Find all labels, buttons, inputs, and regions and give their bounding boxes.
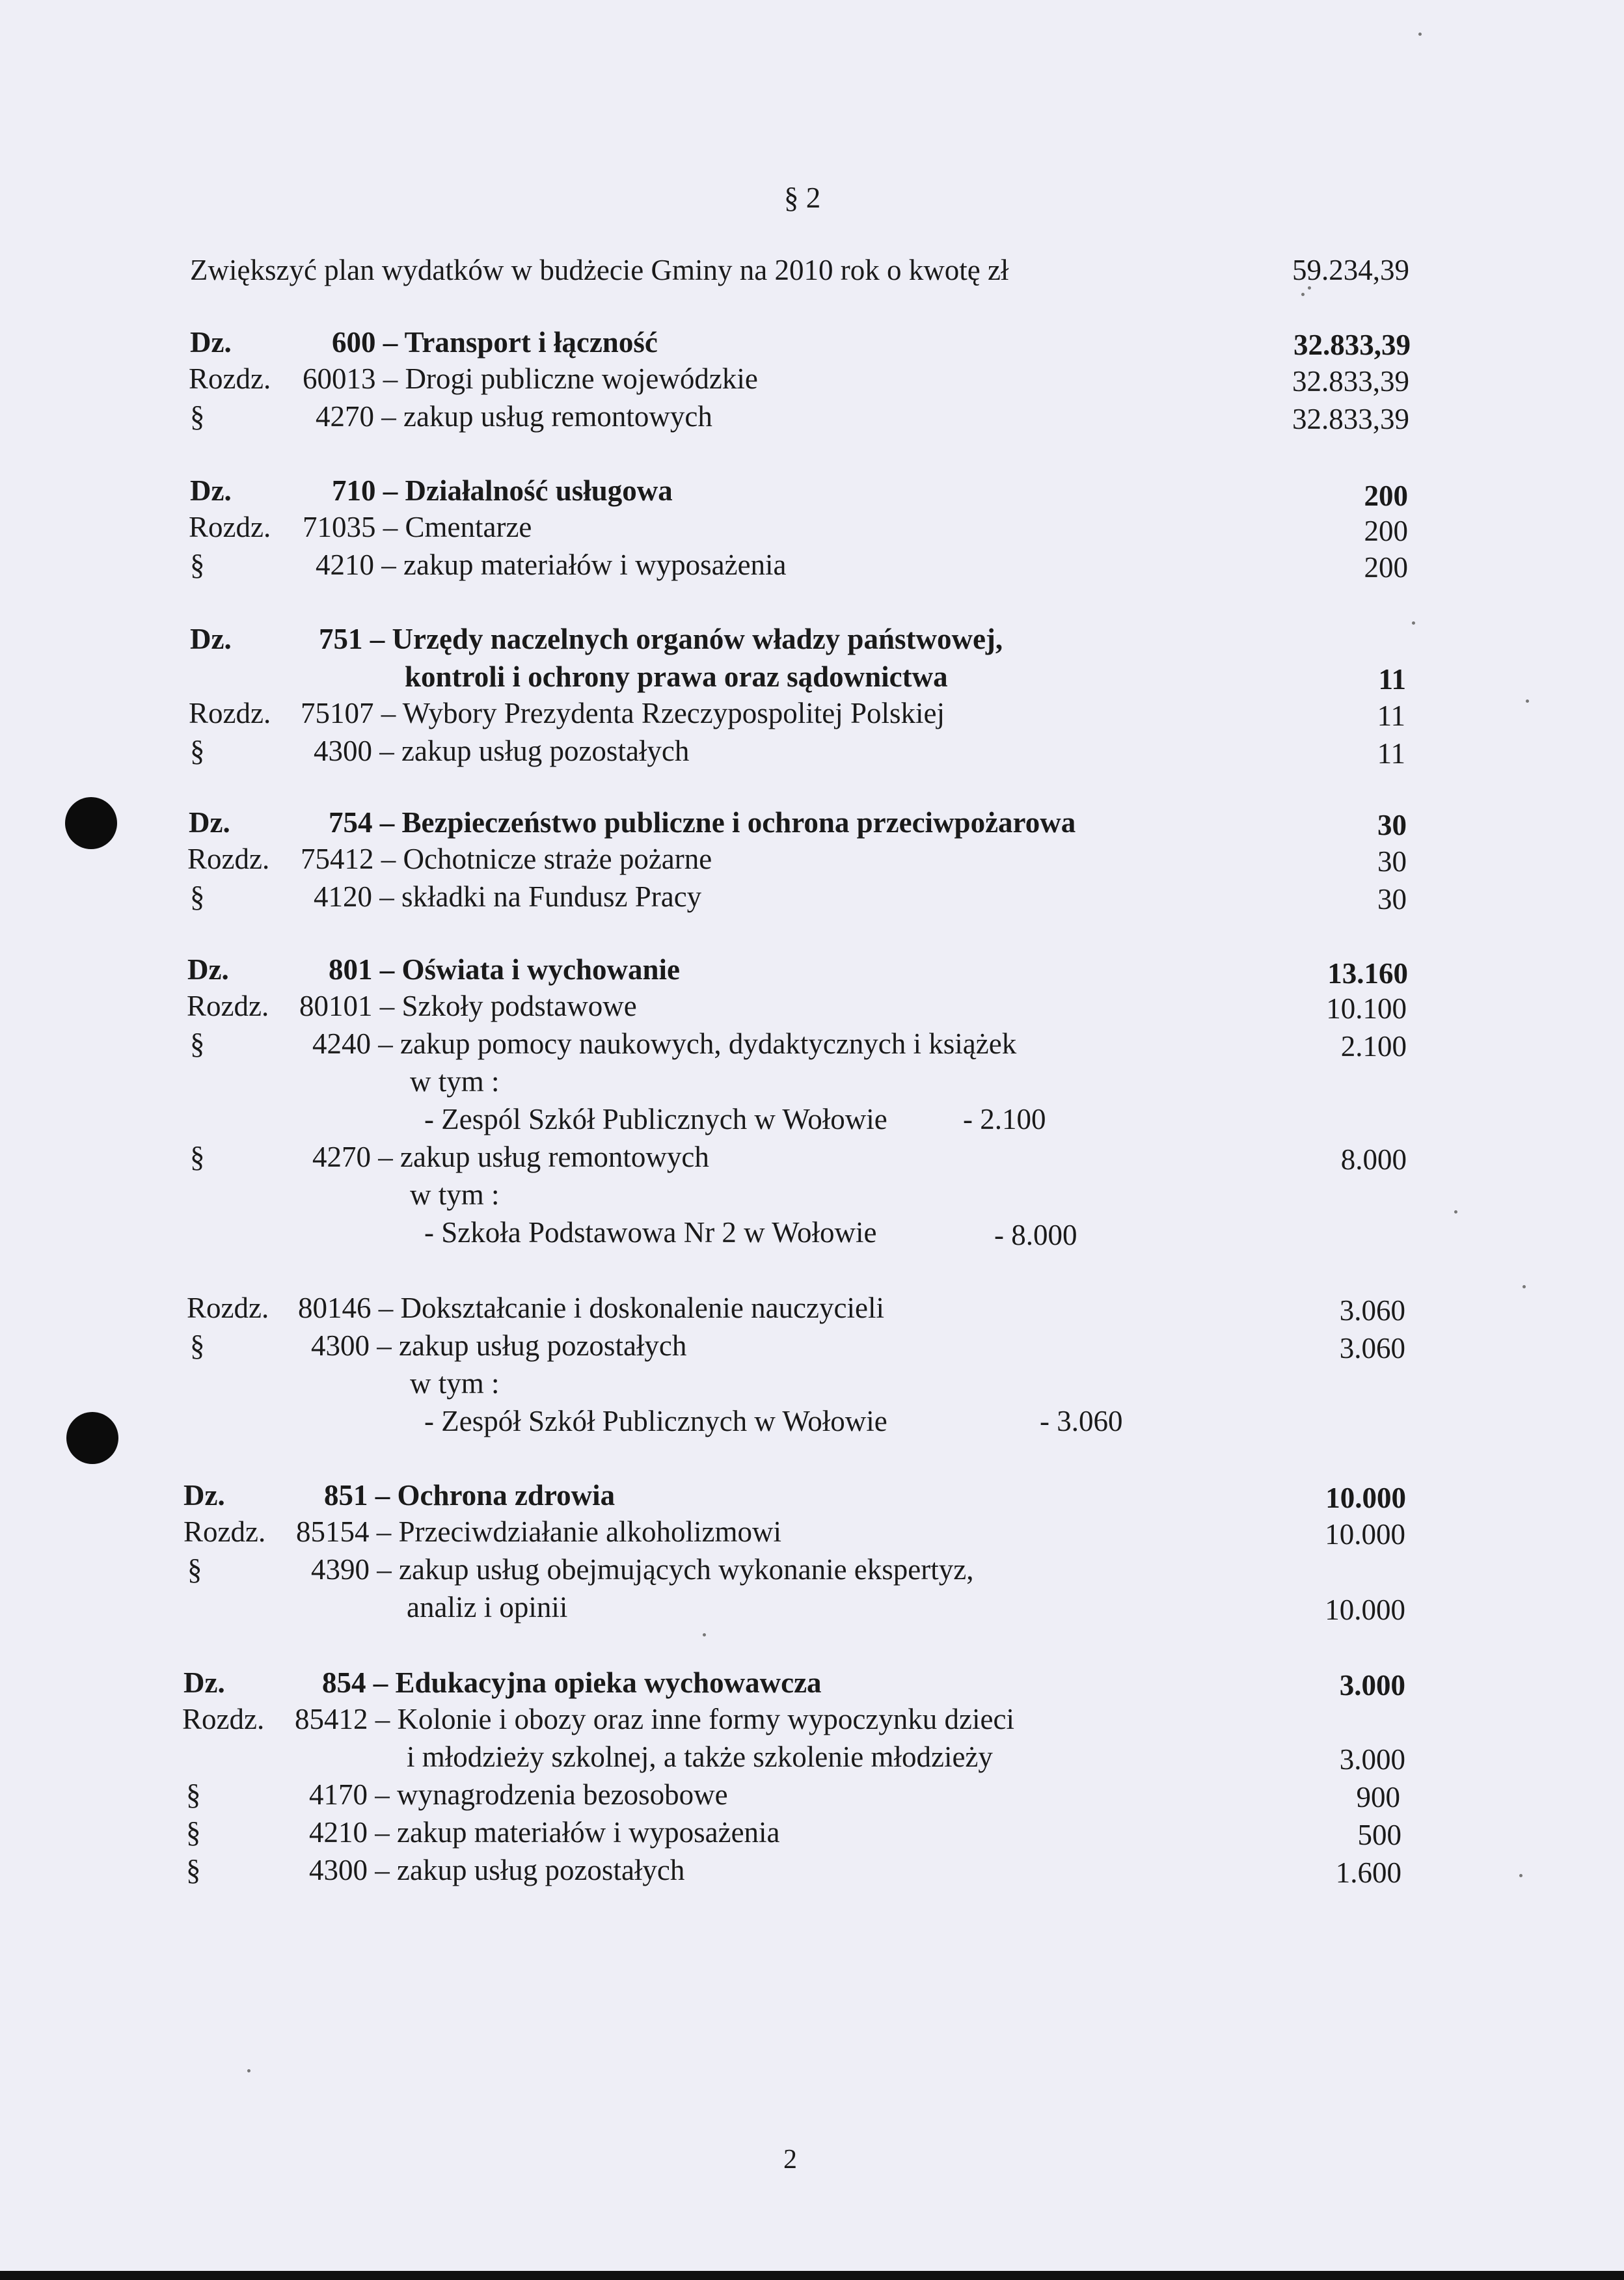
dz-title: 751 – Urzędy naczelnych organów władzy państwowej,	[319, 623, 1003, 655]
rozdz-amount: 200	[1364, 515, 1408, 547]
paragraph-sign: §	[186, 1854, 201, 1886]
rozdz-title: 60013 – Drogi publiczne wojewódzkie	[303, 362, 758, 395]
paragraph-title: 4270 – zakup usług remontowych	[316, 400, 712, 433]
page-number: 2	[783, 2145, 797, 2175]
rozdz-title: 71035 – Cmentarze	[303, 511, 532, 543]
paragraph-sign: §	[190, 549, 205, 581]
scan-speck	[1526, 699, 1529, 703]
paragraph-title: 4300 – zakup usług pozostałych	[309, 1854, 685, 1886]
rozdz-amount: 3.000	[1339, 1743, 1405, 1776]
rozdz-label: Rozdz.	[187, 1292, 269, 1324]
detail-amount: - 3.060	[1040, 1405, 1123, 1437]
detail-entity: - Zespół Szkół Publicznych w Wołowie	[424, 1405, 887, 1437]
paragraph-sign: §	[186, 1816, 201, 1849]
scan-speck	[1412, 621, 1415, 625]
detail-amount: - 2.100	[963, 1103, 1046, 1135]
rozdz-label: Rozdz.	[189, 511, 271, 543]
rozdz-label: Rozdz.	[187, 843, 270, 875]
dz-amount: 11	[1378, 663, 1406, 696]
dz-label: Dz.	[190, 623, 232, 655]
dz-title-line2: kontroli i ochrony prawa oraz sądownictwa	[405, 660, 948, 693]
dz-title: 600 – Transport i łączność	[332, 326, 658, 359]
scan-speck	[247, 2069, 250, 2072]
dz-title: 754 – Bezpieczeństwo publiczne i ochrona przeciwpożarowa	[329, 806, 1076, 839]
paragraph-amount: 11	[1377, 737, 1405, 770]
w-tym-label: w tym :	[410, 1065, 500, 1098]
dz-amount: 13.160	[1327, 957, 1408, 990]
detail-entity: - Zespól Szkół Publicznych w Wołowie	[424, 1103, 887, 1135]
paragraph-amount: 32.833,39	[1292, 403, 1409, 435]
paragraph-title: 4210 – zakup materiałów i wyposażenia	[316, 549, 787, 581]
paragraph-sign: §	[187, 1553, 202, 1586]
rozdz-label: Rozdz.	[189, 362, 271, 395]
paragraph-title: 4300 – zakup usług pozostałych	[311, 1329, 687, 1362]
paragraph-sign: §	[190, 735, 205, 767]
paragraph-sign: §	[190, 400, 205, 433]
header-text: Zwiększyć plan wydatków w budżecie Gminy na 2010 rok o kwotę zł	[190, 254, 1009, 286]
paragraph-sign: §	[186, 1778, 201, 1811]
w-tym-label: w tym :	[410, 1367, 500, 1400]
scan-speck	[1454, 1210, 1457, 1214]
paragraph-sign: §	[190, 1027, 205, 1060]
dz-title: 710 – Działalność usługowa	[332, 474, 673, 507]
paragraph-sign: §	[190, 880, 205, 913]
rozdz-label: Rozdz.	[182, 1703, 265, 1735]
dz-label: Dz.	[190, 326, 232, 359]
scan-speck	[1418, 33, 1422, 36]
dz-title: 854 – Edukacyjna opieka wychowawcza	[322, 1666, 822, 1699]
rozdz-title: 85412 – Kolonie i obozy oraz inne formy wypoczynku dzieci	[295, 1703, 1014, 1735]
paragraph-sign: §	[190, 1141, 205, 1173]
detail-entity: - Szkoła Podstawowa Nr 2 w Wołowie	[424, 1216, 877, 1249]
paragraph-title-line2: analiz i opinii	[407, 1591, 568, 1623]
dz-title: 801 – Oświata i wychowanie	[329, 953, 680, 986]
rozdz-label: Rozdz.	[189, 697, 271, 729]
dz-amount: 32.833,39	[1293, 329, 1411, 361]
scan-speck	[1308, 286, 1311, 290]
rozdz-title: 80101 – Szkoły podstawowe	[299, 990, 637, 1022]
scan-speck	[1519, 1874, 1522, 1877]
rozdz-amount: 3.060	[1339, 1294, 1405, 1327]
rozdz-label: Rozdz.	[183, 1515, 266, 1548]
paragraph-amount: 1.600	[1335, 1856, 1401, 1889]
rozdz-title: 80146 – Dokształcanie i doskonalenie nauczycieli	[298, 1292, 884, 1324]
punch-hole-upper	[65, 797, 117, 849]
paragraph-amount: 2.100	[1340, 1030, 1407, 1063]
dz-amount: 200	[1364, 480, 1408, 512]
punch-hole-lower	[66, 1412, 118, 1464]
paragraph-title: 4170 – wynagrodzenia bezosobowe	[309, 1778, 728, 1811]
paragraph-title: 4240 – zakup pomocy naukowych, dydaktycznych i książek	[312, 1027, 1017, 1060]
paragraph-amount: 8.000	[1340, 1143, 1407, 1176]
scan-speck	[1522, 1285, 1526, 1288]
dz-label: Dz.	[187, 953, 229, 986]
paragraph-title: 4120 – składki na Fundusz Pracy	[314, 880, 702, 913]
w-tym-label: w tym :	[410, 1178, 500, 1211]
rozdz-amount: 11	[1377, 699, 1405, 732]
paragraph-title: 4210 – zakup materiałów i wyposażenia	[309, 1816, 780, 1849]
paragraph-amount: 900	[1356, 1781, 1400, 1813]
dz-amount: 30	[1377, 809, 1407, 841]
detail-amount: - 8.000	[994, 1219, 1077, 1251]
section-mark: § 2	[784, 182, 821, 214]
header-amount: 59.234,39	[1292, 254, 1409, 286]
rozdz-amount: 32.833,39	[1292, 365, 1409, 398]
dz-amount: 10.000	[1325, 1482, 1406, 1514]
rozdz-title: 85154 – Przeciwdziałanie alkoholizmowi	[296, 1515, 782, 1548]
paragraph-title: 4390 – zakup usług obejmujących wykonanie ekspertyz,	[311, 1553, 974, 1586]
rozdz-title: 75107 – Wybory Prezydenta Rzeczypospolitej Polskiej	[301, 697, 945, 729]
paragraph-sign: §	[190, 1329, 205, 1362]
rozdz-amount: 30	[1377, 845, 1407, 878]
paragraph-amount: 200	[1364, 551, 1408, 584]
paragraph-amount: 10.000	[1325, 1594, 1405, 1626]
paragraph-amount: 30	[1377, 883, 1407, 916]
paragraph-title: 4270 – zakup usług remontowych	[312, 1141, 709, 1173]
dz-title: 851 – Ochrona zdrowia	[324, 1479, 616, 1512]
paragraph-amount: 3.060	[1339, 1332, 1405, 1364]
scan-speck	[703, 1633, 706, 1636]
rozdz-title-line2: i młodzieży szkolnej, a także szkolenie młodzieży	[407, 1741, 993, 1773]
dz-label: Dz.	[189, 806, 230, 839]
scan-speck	[1301, 293, 1305, 296]
rozdz-title: 75412 – Ochotnicze straże pożarne	[301, 843, 712, 875]
dz-label: Dz.	[183, 1479, 225, 1512]
paragraph-amount: 500	[1357, 1819, 1401, 1851]
rozdz-label: Rozdz.	[187, 990, 269, 1022]
scan-edge	[0, 2271, 1624, 2280]
rozdz-amount: 10.000	[1325, 1518, 1405, 1551]
dz-label: Dz.	[190, 474, 232, 507]
rozdz-amount: 10.100	[1326, 992, 1407, 1025]
dz-label: Dz.	[183, 1666, 225, 1699]
paragraph-title: 4300 – zakup usług pozostałych	[314, 735, 690, 767]
dz-amount: 3.000	[1339, 1669, 1405, 1702]
